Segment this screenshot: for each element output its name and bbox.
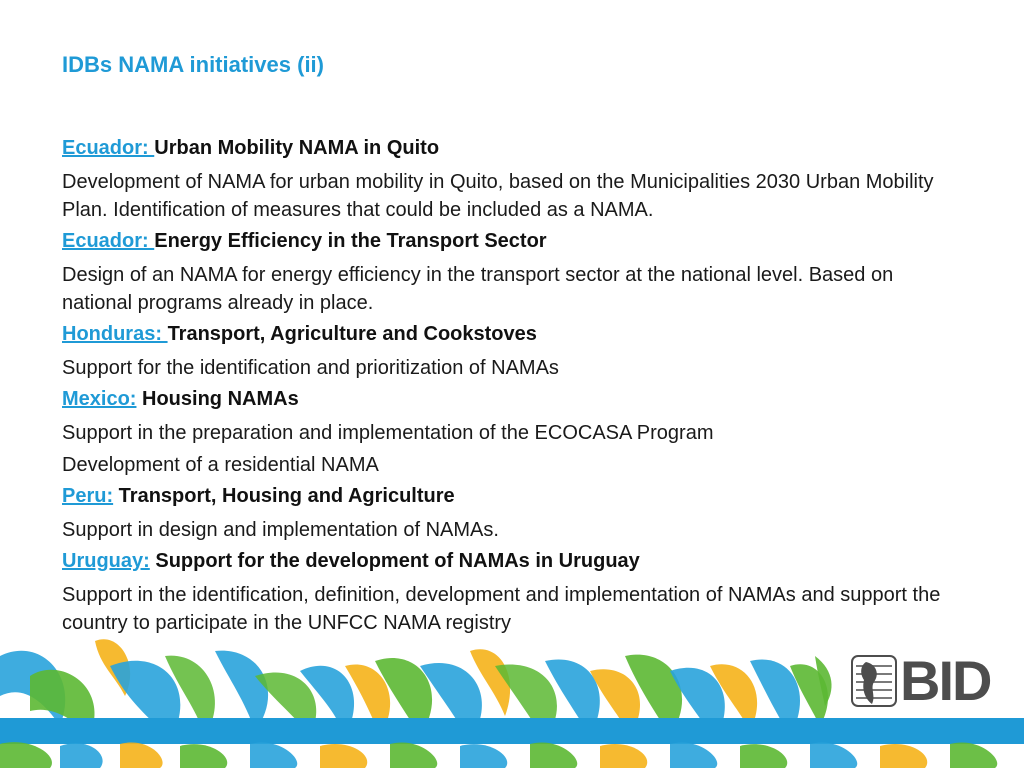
- initiative-title: Support for the development of NAMAs in Uruguay: [149, 550, 640, 572]
- initiative-description: Design of an NAMA for energy efficiency in the transport sector at the national level. Based on national programs already in place.: [62, 264, 894, 314]
- country-link[interactable]: Peru:: [62, 485, 114, 507]
- country-link[interactable]: Honduras:: [62, 323, 168, 345]
- globe-icon: [850, 652, 898, 710]
- initiative-description: Development of NAMA for urban mobility in Quito, based on the Municipalities 2030 Urban Mobility Plan. Identification of measures that could be included as a NAMA.: [62, 171, 934, 221]
- initiatives-list: [62, 135, 962, 641]
- initiative-heading: [62, 135, 962, 161]
- country-link[interactable]: Ecuador:: [62, 230, 155, 252]
- initiative-title: Housing NAMAs: [136, 388, 299, 410]
- initiative-heading: [62, 386, 962, 412]
- initiative-title: Urban Mobility NAMA in Quito: [154, 137, 440, 159]
- initiative-description: Support in design and implementation of NAMAs.: [62, 519, 499, 541]
- bid-logo: [850, 649, 1000, 712]
- initiative-title: Transport, Agriculture and Cookstoves: [167, 323, 537, 345]
- initiative-heading: [62, 321, 962, 347]
- bid-logo-text: BID: [900, 649, 991, 712]
- initiative-heading: [62, 228, 962, 254]
- country-link[interactable]: Uruguay:: [62, 550, 150, 572]
- initiative-description: Support in the preparation and implementation of the ECOCASA Program: [62, 422, 714, 444]
- initiative-description: Development of a residential NAMA: [62, 454, 379, 476]
- initiative-title: Transport, Housing and Agriculture: [113, 485, 455, 507]
- country-link[interactable]: Ecuador:: [62, 137, 155, 159]
- initiative-title: Energy Efficiency in the Transport Sector: [154, 230, 547, 252]
- initiative-description: Support in the identification, definition, development and implementation of NAMAs and support the country to participate in the UNFCC NAMA registry: [62, 584, 941, 634]
- initiative-heading: [62, 483, 962, 509]
- initiative-heading: [62, 548, 962, 574]
- initiative-description: Support for the identification and prioritization of NAMAs: [62, 357, 559, 379]
- slide-title: IDBs NAMA initiatives (ii): [62, 52, 324, 77]
- country-link[interactable]: Mexico:: [62, 388, 137, 410]
